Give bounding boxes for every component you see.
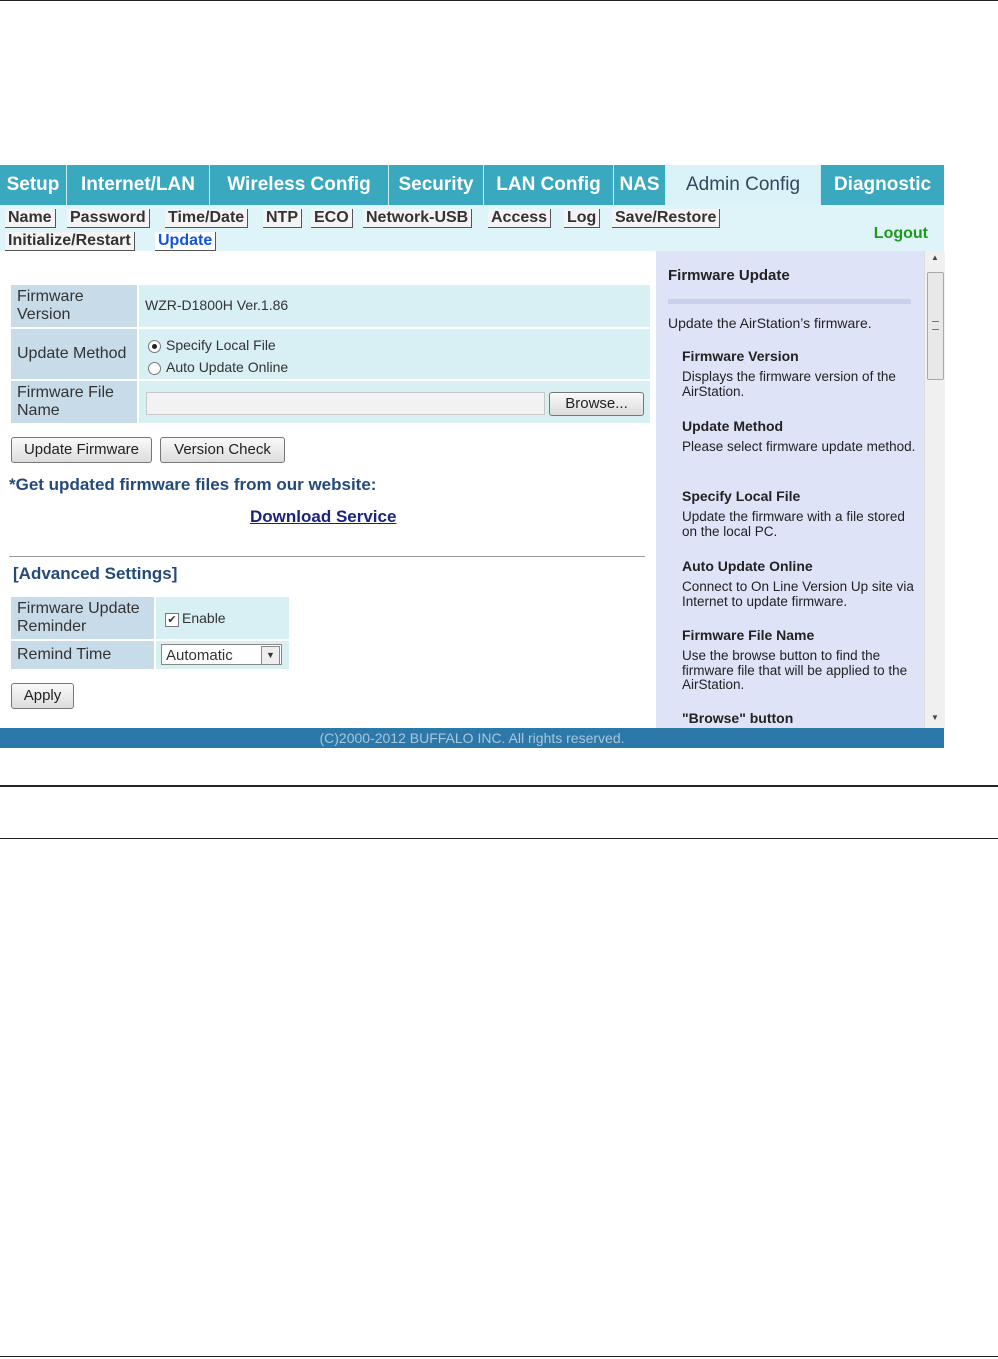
update-firmware-button[interactable]: Update Firmware [11, 437, 152, 463]
help-intro: Update the AirStation’s firmware. [668, 315, 872, 331]
reminder-label: Firmware Update Reminder [11, 597, 154, 639]
help-item-desc: Displays the firmware version of the AirStation. [682, 369, 896, 399]
section-divider [9, 556, 645, 557]
help-item-title: Firmware Version [682, 348, 799, 364]
firmware-version-label: Firmware Version [11, 285, 137, 327]
dropdown-arrow-icon[interactable]: ▼ [261, 646, 280, 665]
download-service-link[interactable]: Download Service [250, 507, 397, 526]
tab-admin-config[interactable]: Admin Config [666, 165, 821, 205]
radio-icon[interactable] [148, 362, 161, 375]
tab-diagnostic[interactable]: Diagnostic [833, 174, 932, 195]
help-item-title: Specify Local File [682, 488, 801, 504]
subtab-eco[interactable]: ECO [311, 209, 353, 228]
section-rule [0, 838, 998, 839]
remind-time-label: Remind Time [11, 641, 154, 669]
help-item-desc: Update the firmware with a file stored on the local PC. [682, 509, 905, 539]
tab-lan-config[interactable]: LAN Config [484, 165, 614, 205]
help-item-desc: Connect to On Line Version Up site via Internet to update firmware. [682, 579, 914, 609]
sub-tab-bar [0, 205, 944, 251]
subtab-save-restore[interactable]: Save/Restore [612, 209, 720, 228]
update-method-label: Update Method [11, 329, 137, 379]
option-auto-online[interactable]: Auto Update Online [148, 356, 650, 378]
help-item-desc: Use the browse button to find the firmware file that will be applied to the AirStation. [682, 648, 908, 692]
section-rule [0, 785, 998, 787]
subtab-password[interactable]: Password [67, 209, 150, 228]
firmware-version-value: WZR-D1800H Ver.1.86 [139, 285, 650, 327]
help-item-desc: Please select firmware update method. [682, 439, 916, 454]
enable-label: Enable [182, 610, 226, 626]
help-item-title: Auto Update Online [682, 558, 813, 574]
logout-link[interactable]: Logout [873, 225, 928, 242]
help-panel [656, 251, 924, 728]
update-method-options [139, 329, 650, 379]
help-title-divider [668, 299, 911, 304]
main-tab-bar [0, 165, 944, 205]
remind-time-select[interactable]: Automatic ▼ [161, 644, 282, 665]
tab-nas[interactable]: NAS [614, 165, 666, 205]
help-item-title: Firmware File Name [682, 627, 815, 643]
reminder-value [156, 597, 289, 639]
help-item-title: "Browse" button [682, 710, 794, 726]
page-top-rule [0, 0, 998, 1]
subtab-name[interactable]: Name [5, 209, 56, 228]
file-name-label: Firmware File Name [11, 381, 137, 423]
radio-selected-icon[interactable] [148, 340, 161, 353]
option-local-file[interactable]: Specify Local File [148, 334, 650, 356]
grip-icon [932, 321, 939, 330]
scroll-up-icon[interactable]: ▲ [931, 253, 939, 262]
website-note: *Get updated firmware files from our website: [9, 475, 377, 494]
help-scrollbar[interactable] [924, 251, 945, 728]
apply-button[interactable]: Apply [11, 683, 74, 709]
subtab-update[interactable]: Update [155, 232, 216, 251]
enable-checkbox[interactable]: ✔ [165, 613, 179, 627]
advanced-settings-heading: [Advanced Settings] [13, 564, 178, 583]
tab-security[interactable]: Security [389, 165, 484, 205]
browse-button[interactable]: Browse... [549, 392, 644, 416]
subtab-access[interactable]: Access [488, 209, 551, 228]
tab-setup[interactable]: Setup [0, 165, 67, 205]
version-check-button[interactable]: Version Check [160, 437, 285, 463]
file-name-input[interactable] [146, 392, 545, 415]
copyright-footer: (C)2000-2012 BUFFALO INC. All rights reserved. [0, 728, 944, 748]
subtab-log[interactable]: Log [564, 209, 600, 228]
file-name-cell [139, 381, 650, 423]
help-title: Firmware Update [668, 267, 790, 284]
scroll-down-icon[interactable]: ▼ [931, 713, 939, 722]
router-admin-window [0, 165, 944, 748]
main-panel [0, 251, 655, 728]
subtab-ntp[interactable]: NTP [263, 209, 302, 228]
help-item-title: Update Method [682, 418, 784, 434]
subtab-network-usb[interactable]: Network-USB [363, 209, 472, 228]
remind-time-cell [156, 641, 289, 669]
subtab-initialize-restart[interactable]: Initialize/Restart [5, 232, 135, 251]
subtab-time-date[interactable]: Time/Date [165, 209, 248, 228]
scroll-thumb[interactable] [927, 272, 944, 380]
tab-internet-lan[interactable]: Internet/LAN [67, 165, 210, 205]
page-bottom-rule [0, 1356, 998, 1357]
tab-wireless-config[interactable]: Wireless Config [210, 165, 389, 205]
